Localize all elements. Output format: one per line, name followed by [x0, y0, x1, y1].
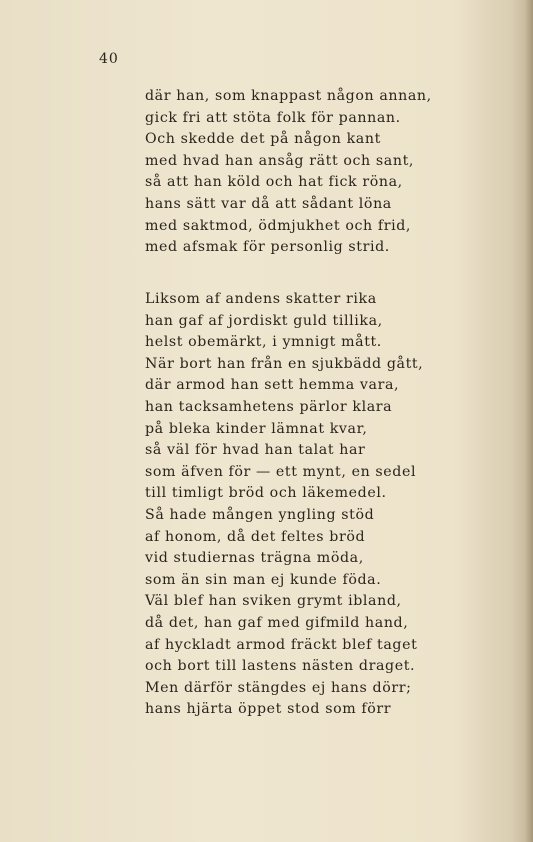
verse-line: och bort till lastens nästen draget.	[145, 658, 416, 675]
verse-line: han tacksamhetens pärlor klara	[145, 398, 393, 415]
verse-line: där han, som knappast någon annan,	[145, 88, 432, 104]
verse-line: Så hade mången yngling stöd	[145, 506, 375, 523]
verse-line: till timligt bröd och läkemedel.	[145, 485, 387, 502]
verse-line: vid studiernas trägna möda,	[145, 550, 364, 567]
verse-line: så att han köld och hat fick röna,	[145, 174, 403, 191]
verse-line: hans hjärta öppet stod som förr	[145, 701, 392, 718]
verse-line: När bort han från en sjukbädd gått,	[145, 355, 424, 372]
verse-line: Liksom af andens skatter rika	[145, 291, 377, 307]
verse-line: då det, han gaf med gifmild hand,	[145, 614, 409, 631]
verse-line: Men därför stängdes ej hans dörr;	[145, 679, 412, 696]
verse-line: på bleka kinder lämnat kvar,	[145, 420, 368, 437]
verse-line: där armod han sett hemma vara,	[145, 377, 400, 394]
verse-line: helst obemärkt, i ymnigt mått.	[145, 334, 382, 351]
verse-line: gick fri att stöta folk för pannan.	[145, 109, 401, 126]
verse-line: med hvad han ansåg rätt och sant,	[145, 152, 414, 169]
verse-line: Och skedde det på någon kant	[145, 131, 381, 148]
stanza-2	[145, 289, 423, 721]
verse-line: med afsmak för personlig strid.	[145, 239, 390, 256]
page-number: 40	[99, 51, 119, 67]
page-edge-shadow	[525, 0, 533, 842]
verse-line: af honom, då det feltes bröd	[145, 528, 366, 545]
stanza-1	[145, 86, 432, 259]
verse-line: af hyckladt armod fräckt blef taget	[145, 636, 418, 653]
verse-line: han gaf af jordiskt guld tillika,	[145, 312, 383, 329]
verse-line: som äfven för — ett mynt, en sedel	[145, 463, 417, 480]
verse-line: så väl för hvad han talat har	[145, 442, 366, 459]
verse-line: Väl blef han sviken grymt ibland,	[145, 593, 402, 610]
verse-line: med saktmod, ödmjukhet och frid,	[145, 217, 412, 234]
verse-line: hans sätt var då att sådant löna	[145, 195, 392, 212]
verse-line: som än sin man ej kunde föda.	[145, 571, 382, 588]
